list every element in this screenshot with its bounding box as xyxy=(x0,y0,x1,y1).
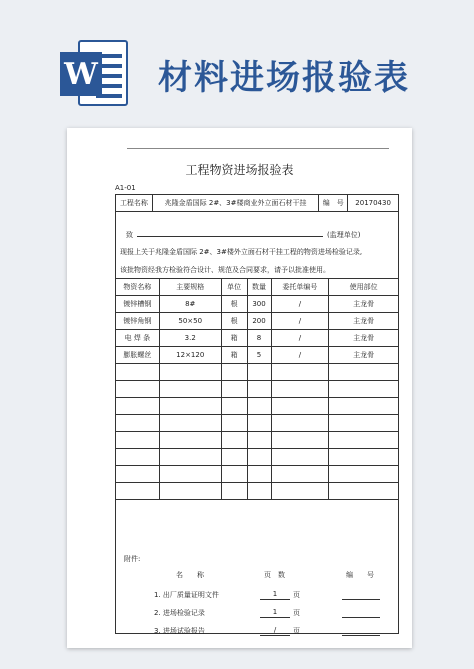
cell-spec: 3.2 xyxy=(159,330,221,347)
cell-order-no xyxy=(271,381,329,398)
form-number: A1-01 xyxy=(115,184,136,192)
cell-name xyxy=(116,398,160,415)
cell-location xyxy=(329,483,399,500)
word-badge: W xyxy=(60,52,102,96)
table-row xyxy=(116,483,399,500)
cell-location xyxy=(329,466,399,483)
banner-title: 材料进场报验表 xyxy=(158,58,410,98)
project-label: 工程名称 xyxy=(116,195,153,211)
cell-order-no xyxy=(271,398,329,415)
cell-name xyxy=(116,432,160,449)
attachments-label: 附件: xyxy=(124,555,141,563)
top-rule xyxy=(127,148,389,149)
cell-quantity xyxy=(247,432,271,449)
cell-location xyxy=(329,398,399,415)
cell-order-no xyxy=(271,449,329,466)
document-page xyxy=(67,128,412,648)
cell-name: 镀锌槽钢 xyxy=(116,296,160,313)
table-row xyxy=(116,313,399,330)
attachment-unit: 页 xyxy=(293,591,300,599)
cell-spec xyxy=(159,449,221,466)
cell-unit: 根 xyxy=(221,296,247,313)
cell-location xyxy=(329,364,399,381)
form-frame xyxy=(115,194,399,634)
cell-order-no xyxy=(271,364,329,381)
table-row xyxy=(116,364,399,381)
cell-location: 主龙骨 xyxy=(329,313,399,330)
attachment-code-blank xyxy=(342,608,380,618)
project-name: 兆隆金盾国际 2#、3#楼商业外立面石材干挂 xyxy=(153,195,319,211)
number-value: 20170430 xyxy=(355,199,391,207)
cell-unit xyxy=(221,364,247,381)
cell-order-no: / xyxy=(271,330,329,347)
cell-quantity xyxy=(247,449,271,466)
cell-name xyxy=(116,449,160,466)
cell-quantity: 200 xyxy=(247,313,271,330)
cell-unit: 箱 xyxy=(221,347,247,364)
attachment-unit: 页 xyxy=(293,627,300,635)
attachment-pages: / xyxy=(260,626,290,636)
cell-quantity xyxy=(247,381,271,398)
attachment-code-blank xyxy=(342,590,380,600)
header-order-no: 委托单编号 xyxy=(271,279,329,296)
cell-order-no xyxy=(271,432,329,449)
cell-unit xyxy=(221,483,247,500)
cell-quantity: 5 xyxy=(247,347,271,364)
attachment-name: 1. 出厂质量证明文件 xyxy=(154,591,219,599)
attachment-pages: 1 xyxy=(260,590,290,600)
cell-spec: 50×50 xyxy=(159,313,221,330)
cell-quantity xyxy=(247,364,271,381)
to-suffix: (监理单位) xyxy=(327,231,361,239)
table-row xyxy=(116,296,399,313)
table-row xyxy=(116,466,399,483)
table-row xyxy=(116,398,399,415)
cell-spec xyxy=(159,432,221,449)
cell-unit xyxy=(221,381,247,398)
cell-order-no: / xyxy=(271,313,329,330)
header-quantity: 数量 xyxy=(247,279,271,296)
cell-order-no: / xyxy=(271,347,329,364)
cell-location xyxy=(329,415,399,432)
banner xyxy=(0,0,474,120)
attachments-head-pages: 页 数 xyxy=(264,571,285,579)
to-prefix: 致 xyxy=(126,231,133,239)
table-header-row xyxy=(116,279,399,296)
cell-spec xyxy=(159,466,221,483)
cell-location xyxy=(329,381,399,398)
cell-unit: 根 xyxy=(221,313,247,330)
cell-name xyxy=(116,381,160,398)
cell-order-no: / xyxy=(271,296,329,313)
attachment-name: 2. 进场检验记录 xyxy=(154,609,205,617)
attachments-head-code: 编 号 xyxy=(346,571,374,579)
form-title: 工程物资进场报验表 xyxy=(185,163,294,177)
cell-unit xyxy=(221,466,247,483)
word-document-icon xyxy=(60,40,132,112)
cell-quantity: 8 xyxy=(247,330,271,347)
cell-order-no xyxy=(271,466,329,483)
cell-spec xyxy=(159,483,221,500)
table-row xyxy=(116,432,399,449)
materials-table xyxy=(115,278,399,500)
cell-name xyxy=(116,415,160,432)
cell-unit xyxy=(221,398,247,415)
cell-quantity xyxy=(247,483,271,500)
cell-unit xyxy=(221,449,247,466)
header-location: 使用部位 xyxy=(329,279,399,296)
intro-line-2: 该批物资经我方检验符合设计、规范及合同要求，请予以批准使用。 xyxy=(120,266,330,274)
cell-location: 主龙骨 xyxy=(329,296,399,313)
cell-spec xyxy=(159,398,221,415)
table-row xyxy=(116,415,399,432)
cell-spec xyxy=(159,364,221,381)
cell-quantity: 300 xyxy=(247,296,271,313)
table-row xyxy=(116,330,399,347)
cell-name: 膨胀螺丝 xyxy=(116,347,160,364)
cell-quantity xyxy=(247,415,271,432)
cell-quantity xyxy=(247,466,271,483)
cell-order-no xyxy=(271,415,329,432)
intro-line-1: 现报上关于兆隆金盾国际 2#、3#楼外立面石材干挂工程的物资进场检验记录, xyxy=(120,248,363,256)
cell-unit: 箱 xyxy=(221,330,247,347)
cell-name xyxy=(116,466,160,483)
attachment-item xyxy=(116,590,398,602)
attachment-unit: 页 xyxy=(293,609,300,617)
cell-location xyxy=(329,449,399,466)
cell-spec xyxy=(159,415,221,432)
cell-name xyxy=(116,364,160,381)
cell-name: 电 焊 条 xyxy=(116,330,160,347)
attachment-pages: 1 xyxy=(260,608,290,618)
table-row xyxy=(116,449,399,466)
table-row xyxy=(116,347,399,364)
cell-unit xyxy=(221,415,247,432)
cell-spec xyxy=(159,381,221,398)
cell-name xyxy=(116,483,160,500)
cell-location xyxy=(329,432,399,449)
header-spec: 主要规格 xyxy=(159,279,221,296)
cell-name: 镀锌角钢 xyxy=(116,313,160,330)
attachment-item xyxy=(116,608,398,620)
attachments-head-name: 名 称 xyxy=(176,571,204,579)
addressee-blank xyxy=(137,228,323,237)
cell-unit xyxy=(221,432,247,449)
table-row xyxy=(116,381,399,398)
project-row xyxy=(116,195,398,212)
header-unit: 单位 xyxy=(221,279,247,296)
attachment-name: 3. 进场试验报告 xyxy=(154,627,205,635)
cell-quantity xyxy=(247,398,271,415)
cell-location: 主龙骨 xyxy=(329,330,399,347)
cell-order-no xyxy=(271,483,329,500)
cell-spec: 12×120 xyxy=(159,347,221,364)
addressee-line xyxy=(126,228,388,240)
cell-location: 主龙骨 xyxy=(329,347,399,364)
cell-spec: 8# xyxy=(159,296,221,313)
attachment-item xyxy=(116,626,398,638)
attachment-code-blank xyxy=(342,626,380,636)
header-name: 物资名称 xyxy=(116,279,160,296)
number-label: 编 号 xyxy=(319,195,348,211)
